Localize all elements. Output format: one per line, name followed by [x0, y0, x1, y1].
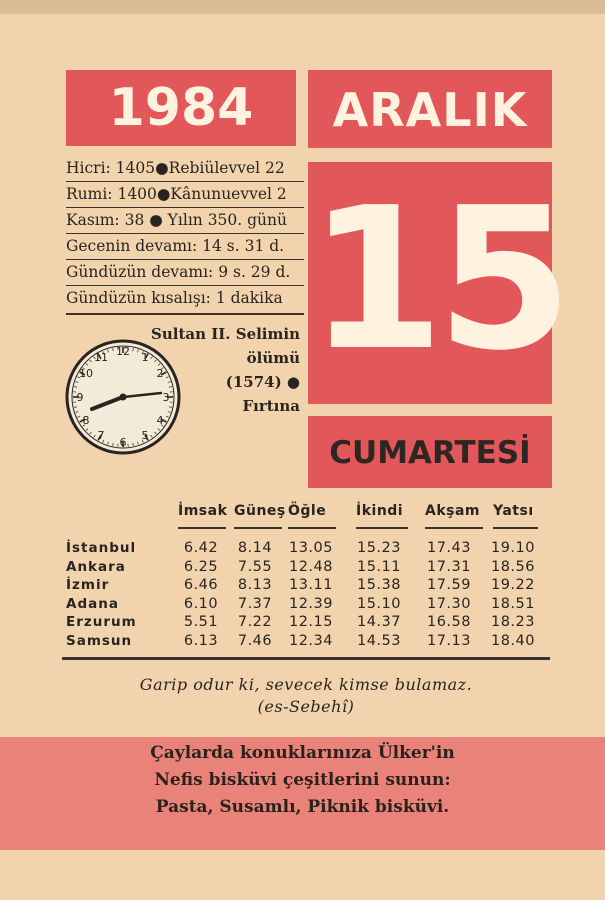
prayer-time-cell: 19.22: [490, 577, 535, 593]
ad-line-3: Pasta, Susamlı, Piknik bisküvi.: [155, 797, 450, 817]
event-line-2: ölümü: [246, 349, 300, 367]
header-gunes: Güneş: [234, 503, 286, 519]
clock-numeral-12: 12: [116, 345, 130, 358]
header-ikindi: İkindi: [356, 503, 404, 519]
header-underline: [356, 527, 408, 529]
prayer-time-cell: 18.40: [490, 632, 535, 649]
event-line-1: Sultan II. Selimin: [151, 325, 300, 343]
prayer-time-cell: 15.23: [356, 540, 401, 556]
table-bottom-rule: [62, 657, 550, 660]
prayer-time-cell: 17.43: [426, 540, 471, 556]
historical-event: [150, 322, 300, 418]
prayer-time-cell: 17.13: [426, 632, 471, 649]
clock-numeral-6: 6: [119, 436, 127, 449]
prayer-time-cell: 6.42: [183, 540, 219, 556]
header-aksam: Akşam: [425, 503, 481, 519]
advertisement-text: [0, 740, 605, 821]
clock-numeral-2: 2: [156, 367, 164, 380]
day-shortening: Gündüzün kısalışı: 1 dakika: [66, 289, 283, 307]
clock-numeral-11: 11: [94, 351, 108, 364]
prayer-time-cell: 16.58: [426, 614, 471, 630]
prayer-time-cell: 7.55: [237, 558, 273, 575]
city-name: İstanbul: [66, 540, 137, 556]
prayer-time-cell: 15.11: [356, 558, 401, 575]
prayer-time-cell: 17.59: [426, 577, 471, 593]
clock-numeral-3: 3: [162, 391, 170, 404]
prayer-time-cell: 15.38: [356, 577, 401, 593]
header-underline: [425, 527, 483, 529]
prayer-time-cell: 6.13: [183, 632, 219, 649]
header-imsak: İmsak: [178, 503, 228, 519]
prayer-time-cell: 12.39: [288, 595, 333, 612]
rumi-date: Rumi: 1400●Kânunuevvel 2: [66, 182, 304, 208]
city-name: İzmir: [66, 577, 110, 593]
weekday-banner: CUMARTESİ: [308, 416, 552, 488]
prayer-time-cell: 6.46: [183, 577, 219, 593]
prayer-time-cell: 17.31: [426, 558, 471, 575]
clock-numeral-5: 5: [141, 429, 149, 442]
prayer-time-cell: 7.22: [237, 614, 273, 630]
event-line-4: Fırtına: [242, 397, 300, 415]
prayer-time-cell: 8.13: [237, 577, 273, 593]
prayer-time-cell: 7.37: [237, 595, 273, 612]
clock-numeral-9: 9: [76, 391, 84, 404]
city-name: Adana: [66, 595, 119, 612]
date-info-list: [66, 156, 304, 311]
prayer-time-cell: 14.53: [356, 632, 401, 649]
clock-numeral-10: 10: [79, 367, 93, 380]
ad-line-2: Nefis bisküvi çeşitlerini sunun:: [154, 770, 451, 790]
prayer-time-cell: 7.46: [237, 632, 273, 649]
prayer-time-cell: 18.23: [490, 614, 535, 630]
header-underline: [234, 527, 282, 529]
night-duration: Gecenin devamı: 14 s. 31 d.: [66, 234, 304, 260]
header-yatsi: Yatsı: [493, 503, 534, 519]
header-underline: [493, 527, 538, 529]
prayer-time-cell: 18.51: [490, 595, 535, 612]
city-name: Samsun: [66, 632, 133, 649]
prayer-time-cell: 15.10: [356, 595, 401, 612]
quote-author: (es-Sebehî): [257, 697, 355, 716]
prayer-time-cell: 12.15: [288, 614, 333, 630]
prayer-time-cell: 6.10: [183, 595, 219, 612]
prayer-time-cell: 13.11: [288, 577, 333, 593]
city-name: Ankara: [66, 558, 126, 575]
event-line-3: (1574) ●: [225, 373, 300, 391]
clock-numeral-1: 1: [141, 351, 149, 364]
quote-block: [62, 674, 550, 718]
city-name: Erzurum: [66, 614, 137, 630]
info-divider: [66, 313, 304, 315]
prayer-time-cell: 12.34: [288, 632, 333, 649]
page-top-edge: [0, 0, 605, 14]
clock-numeral-7: 7: [97, 429, 105, 442]
header-ogle: Öğle: [288, 503, 327, 519]
prayer-time-cell: 6.25: [183, 558, 219, 575]
prayer-time-cell: 12.48: [288, 558, 333, 575]
prayer-time-cell: 17.30: [426, 595, 471, 612]
header-underline: [178, 527, 226, 529]
prayer-time-cell: 8.14: [237, 540, 273, 556]
quote-text: Garip odur ki, sevecek kimse bulamaz.: [139, 675, 473, 694]
day-number: 15: [308, 162, 552, 404]
prayer-time-cell: 14.37: [356, 614, 401, 630]
hicri-date: Hicri: 1405●Rebiülevvel 22: [66, 156, 304, 182]
prayer-time-cell: 13.05: [288, 540, 333, 556]
ad-line-1: Çaylarda konuklarınıza Ülker'in: [150, 743, 455, 763]
clock-numeral-8: 8: [82, 414, 90, 427]
month-banner: ARALIK: [308, 70, 552, 148]
day-duration: Gündüzün devamı: 9 s. 29 d.: [66, 260, 304, 286]
clock-numeral-4: 4: [156, 414, 164, 427]
kasim-day-of-year: Kasım: 38 ● Yılın 350. günü: [66, 208, 304, 234]
year-banner: 1984: [66, 70, 296, 146]
prayer-time-cell: 19.10: [490, 540, 535, 556]
header-underline: [288, 527, 336, 529]
prayer-time-cell: 5.51: [183, 614, 219, 630]
prayer-time-cell: 18.56: [490, 558, 535, 575]
